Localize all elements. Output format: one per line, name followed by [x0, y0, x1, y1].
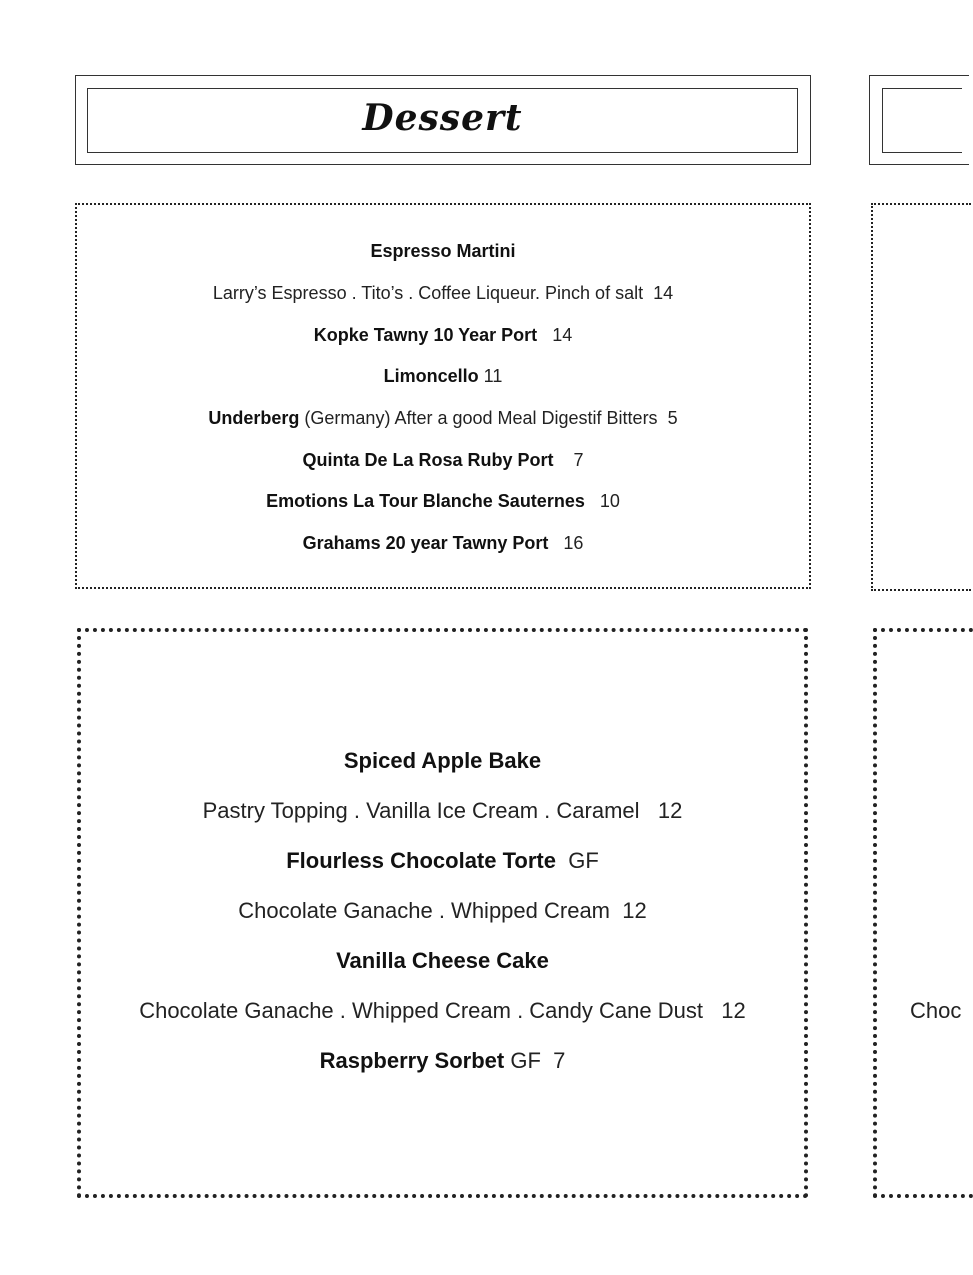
dessert-price: 12 — [721, 998, 746, 1023]
desserts-section — [77, 628, 808, 1198]
drink-price: 7 — [573, 450, 584, 470]
drinks-section — [75, 203, 811, 589]
drink-item — [77, 241, 809, 262]
dessert-name-text: Raspberry Sorbet — [319, 1048, 505, 1073]
drink-item — [77, 366, 809, 387]
drink-name: Underberg — [208, 408, 300, 428]
dessert-detail-text: Chocolate Ganache . Whipped Cream . Candy Cane Dust — [139, 998, 703, 1023]
dessert-detail — [81, 798, 804, 824]
drink-name: Espresso Martini — [370, 241, 516, 261]
drink-item — [77, 491, 809, 512]
dessert-detail-text: Pastry Topping . Vanilla Ice Cream . Caramel — [202, 798, 640, 823]
dessert-detail-text: Chocolate Ganache . Whipped Cream — [238, 898, 611, 923]
drink-item — [77, 408, 809, 429]
drink-name: Kopke Tawny 10 Year Port — [313, 325, 538, 345]
dessert-tag: GF — [568, 848, 599, 873]
drink-item — [77, 325, 809, 346]
page-title: Dessert — [362, 97, 523, 139]
drink-price: 5 — [667, 408, 678, 428]
drink-name: Limoncello — [383, 366, 479, 386]
drink-price: 14 — [552, 325, 573, 345]
dessert-name — [81, 848, 804, 874]
dessert-price: 12 — [622, 898, 647, 923]
title-inner-frame — [87, 88, 798, 153]
dessert-name-text: Vanilla Cheese Cake — [336, 948, 549, 973]
drink-detail: Larry’s Espresso . Tito’s . Coffee Liqueur. Pinch of salt — [212, 283, 644, 303]
dessert-detail — [81, 898, 804, 924]
drink-price: 14 — [653, 283, 674, 303]
dessert-name — [81, 1048, 804, 1074]
dessert-detail — [81, 998, 804, 1024]
right-desserts-section — [873, 628, 973, 1198]
drink-item — [77, 450, 809, 471]
drink-price: 16 — [563, 533, 584, 553]
dessert-price: 7 — [553, 1048, 566, 1073]
dessert-price: 12 — [657, 798, 683, 823]
drink-name: Grahams 20 year Tawny Port — [302, 533, 549, 553]
drink-item — [77, 283, 809, 304]
dessert-name — [81, 748, 804, 774]
dessert-name — [81, 948, 804, 974]
right-title-inner-frame — [882, 88, 962, 153]
dessert-name-text: Flourless Chocolate Torte — [286, 848, 556, 873]
right-drinks-section — [871, 203, 971, 591]
dessert-name-text: Spiced Apple Bake — [343, 748, 542, 773]
drink-item — [77, 533, 809, 554]
drink-price: 10 — [599, 491, 620, 511]
drink-name: Emotions La Tour Blanche Sauternes — [266, 491, 585, 511]
right-panel-text-fragment: Choc — [910, 998, 962, 1023]
drink-detail: (Germany) After a good Meal Digestif Bitters — [304, 408, 658, 428]
dessert-tag: GF — [510, 1048, 541, 1073]
drink-price: 11 — [483, 366, 503, 386]
drink-name: Quinta De La Rosa Ruby Port — [302, 450, 554, 470]
